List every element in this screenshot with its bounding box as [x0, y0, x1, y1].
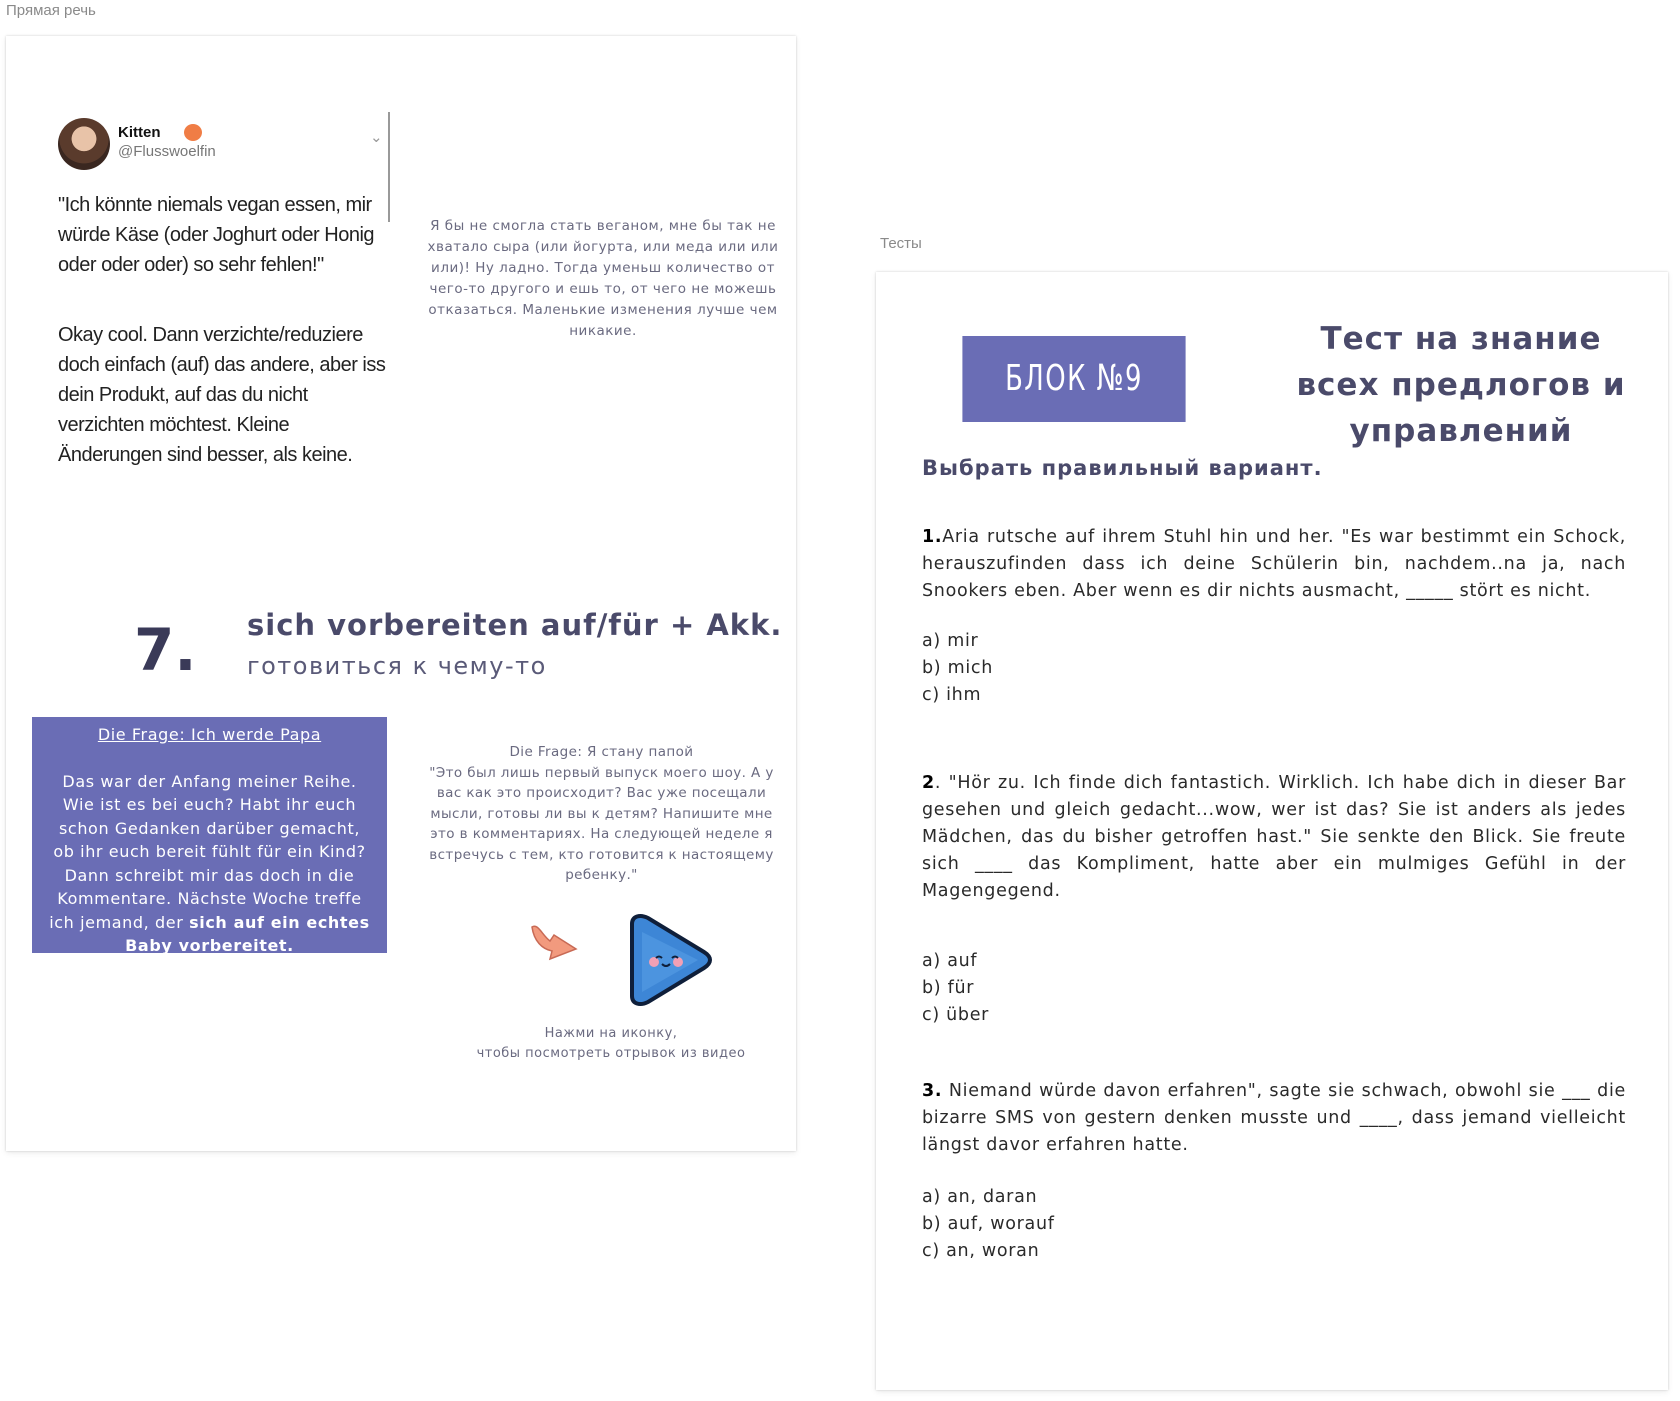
direct-speech-frame[interactable]	[6, 36, 796, 1151]
frage-box-bold: sich auf ein echtes Baby vorbereitet.	[125, 912, 370, 955]
verb-title: sich vorbereiten auf/für + Akk.	[247, 608, 783, 642]
option[interactable]: b) für	[922, 978, 975, 998]
video-hint-line2: чтобы посмотреть отрывок из видео	[476, 1045, 746, 1061]
option[interactable]: c) über	[922, 1005, 990, 1025]
verb-translation: готовиться к чему-то	[247, 652, 547, 680]
peach-emoji-icon	[184, 124, 202, 141]
option[interactable]: b) auf, worauf	[922, 1214, 1055, 1234]
test-title: Тест на знание всех предлогов и управлений	[1296, 321, 1626, 449]
option[interactable]: a) mir	[922, 631, 979, 651]
play-video-icon[interactable]	[618, 912, 714, 1008]
tweet-reply: Okay cool. Dann verzichte/reduziere doch einfach (auf) das andere, aber iss dein Produkt, auf das du nicht verzichten möchtest. Kleine Änderungen sind besser, als keine.	[58, 324, 386, 466]
option[interactable]: b) mich	[922, 658, 994, 678]
video-hint	[446, 1024, 776, 1063]
question-text: Niemand würde davon erfahren", sagte sie schwach, obwohl sie ___ die bizarre SMS von gestern denken musste und ____, dass jemand vielleicht längst davor erfahren hatte.	[922, 1081, 1626, 1155]
tweet-author-handle: @Flusswoelfin	[118, 143, 216, 160]
video-hint-line1: Нажми на иконку,	[544, 1026, 678, 1041]
frage-box-title: Die Frage: Ich werde Papa	[97, 725, 322, 744]
frame-label-tests: Тесты	[880, 235, 922, 252]
frage-translation-text: "Это был лишь первый выпуск моего шоу. А у вас как это происходит? Вас уже посещали мысли, готовы ли вы к детям? Напишите мне это в комментариях. На следующей неделе я встречусь с тем, кто готовится к настоящему ребенку."	[429, 764, 774, 883]
verb-number: 7.	[134, 616, 197, 684]
option[interactable]: c) ihm	[922, 685, 982, 705]
frage-box	[32, 717, 387, 953]
question-3	[922, 1078, 1626, 1159]
question-2	[922, 770, 1626, 905]
frage-translation	[424, 742, 779, 886]
tweet-header	[58, 118, 393, 170]
tweet-author-name: Kitten	[118, 124, 161, 141]
option[interactable]: a) an, daran	[922, 1187, 1038, 1207]
frame-label-direct-speech: Прямая речь	[6, 2, 96, 19]
frage-box-text: Das war der Anfang meiner Reihe. Wie ist es bei euch? Habt ihr euch schon Gedanken darüber gemacht, ob ihr euch bereit fühlt für ein Kind? Dann schreibt mir das doch in die Kommentare. Nächste Woche treffe ich jemand, der	[49, 771, 366, 932]
arrow-pointer-icon	[528, 921, 580, 963]
test-instruction: Выбрать правильный вариант.	[922, 456, 1323, 480]
question-2-options	[922, 948, 989, 1029]
block-badge: БЛОК №9	[962, 336, 1185, 422]
question-text: . "Hör zu. Ich finde dich fantastich. Wirklich. Ich habe dich in dieser Bar gesehen und gleich gedacht...wow, wer ist das? Sie ist anders als jedes Mädchen, das du bisher getroffen hast." Sie senkte den Blick. Sie freute sich ____ das Kompliment, hatte aber ein mulmiges Gefühl in der Magengegend.	[922, 773, 1626, 901]
tweet-divider	[388, 112, 390, 222]
question-number: 2	[922, 773, 935, 793]
tests-frame[interactable]	[876, 272, 1668, 1390]
question-1-options	[922, 628, 993, 709]
tweet-translation: Я бы не смогла стать веганом, мне бы так не хватало сыра (или йогурта, или меда или или или)! Ну ладно. Тогда уменьш количество от чего-то другого и ешь то, от чего не можешь отказаться. Маленькие изменения лучше чем никакие.	[427, 218, 779, 339]
option[interactable]: c) an, woran	[922, 1241, 1040, 1261]
option[interactable]: a) auf	[922, 951, 978, 971]
question-number: 1.	[922, 527, 943, 547]
question-text: Aria rutsche auf ihrem Stuhl hin und her. "Es war bestimmt ein Schock, herauszufinden dass ich deine Schülerin bin, nachdem..na ja, nach Snookers eben. Aber wenn es dir nichts ausmacht, _____ stört es nicht.	[922, 527, 1626, 601]
tweet-quote: "Ich könnte niemals vegan essen, mir würde Käse (oder Joghurt oder Honig oder oder oder) so sehr fehlen!"	[58, 194, 375, 276]
question-1	[922, 524, 1626, 605]
avatar	[58, 118, 110, 170]
question-3-options	[922, 1184, 1055, 1265]
frage-translation-title: Die Frage: Я стану папой	[509, 744, 694, 760]
question-number: 3.	[922, 1081, 943, 1101]
chevron-down-icon[interactable]: ⌄	[370, 128, 383, 146]
